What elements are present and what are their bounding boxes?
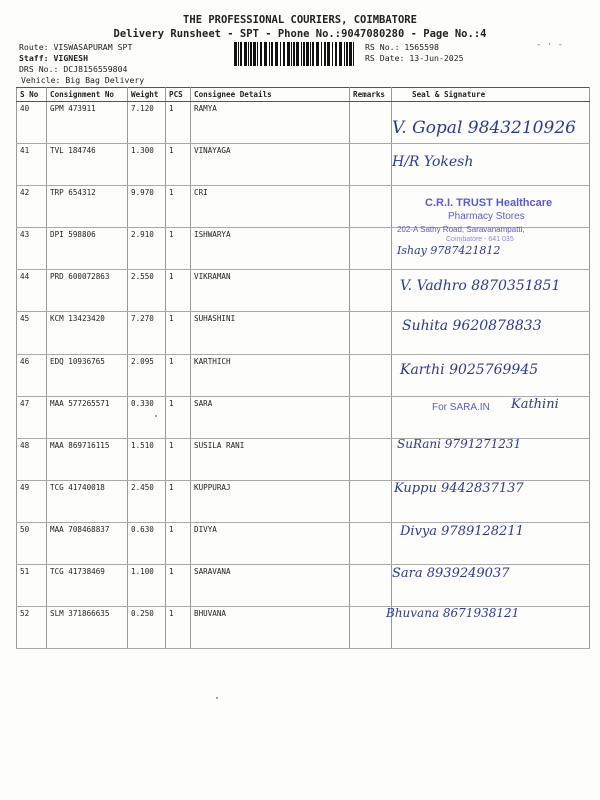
signature-row-45: Suhita 9620878833 — [402, 318, 542, 334]
cell-pcs: 1 — [166, 438, 191, 480]
col-consignee: Consignee Details — [191, 88, 350, 102]
cell-pcs: 1 — [166, 186, 191, 228]
cell-sno: 46 — [17, 354, 47, 396]
cell-consignment: DPI 598806 — [47, 228, 128, 270]
barcode-bar — [303, 42, 305, 66]
cell-consignment: KCM 13423420 — [47, 312, 128, 354]
barcode-bar — [353, 42, 354, 66]
barcode-bar — [257, 42, 258, 66]
cell-consignee: DIVYA — [191, 522, 350, 564]
signature-row-51: Sara 8939249037 — [392, 566, 510, 581]
signature-row-40: V. Gopal 9843210926 — [392, 118, 576, 138]
cell-weight: 7.270 — [128, 312, 166, 354]
cell-consignee: KUPPURAJ — [191, 480, 350, 522]
cell-signature — [392, 396, 590, 438]
cell-weight: 1.300 — [128, 144, 166, 186]
cell-consignment: PRD 600072863 — [47, 270, 128, 312]
cell-sno: 47 — [17, 396, 47, 438]
table-row — [17, 396, 590, 438]
cell-consignee: ISHWARYA — [191, 228, 350, 270]
barcode-bar — [306, 42, 309, 66]
cell-sno: 45 — [17, 312, 47, 354]
cell-remarks — [350, 354, 392, 396]
barcode-bar — [321, 42, 322, 66]
col-signature: Seal & Signature — [392, 88, 590, 102]
cell-pcs: 1 — [166, 144, 191, 186]
barcode-bar — [339, 42, 342, 66]
cell-remarks — [350, 186, 392, 228]
paper-speck — [216, 697, 218, 699]
cell-consignee: CRI — [191, 186, 350, 228]
cell-weight: 0.630 — [128, 522, 166, 564]
cell-remarks — [350, 228, 392, 270]
cell-weight: 7.120 — [128, 102, 166, 144]
barcode-bar — [275, 42, 278, 66]
cell-remarks — [350, 144, 392, 186]
barcode-bar — [296, 42, 299, 66]
cell-consignee: BHUVANA — [191, 607, 350, 649]
route: Route: VISWASAPURAM SPT — [19, 42, 133, 52]
cell-consignee: SUHASHINI — [191, 312, 350, 354]
cell-remarks — [350, 565, 392, 607]
barcode-bar — [248, 42, 249, 66]
barcode-bar — [293, 42, 295, 66]
barcode-bar — [324, 42, 326, 66]
rs-number: RS No.: 1565598 — [365, 42, 439, 52]
cell-weight: 2.450 — [128, 480, 166, 522]
barcode-bar — [346, 42, 348, 66]
cell-consignment: EDQ 10936765 — [47, 354, 128, 396]
runsheet-subtitle: Delivery Runsheet - SPT - Phone No.:9047080280 - Page No.:4 — [113, 28, 487, 40]
cell-sno: 41 — [17, 144, 47, 186]
cell-consignment: MAA 577265571 — [47, 396, 128, 438]
signature-row-47: Kathini — [511, 397, 559, 412]
barcode — [234, 42, 358, 66]
cell-consignee: SUSILA RANI — [191, 438, 350, 480]
barcode-bar — [349, 42, 352, 66]
cell-remarks — [350, 270, 392, 312]
signature-row-43: Ishay 9787421812 — [397, 244, 501, 257]
cell-remarks — [350, 480, 392, 522]
signature-row-50: Divya 9789128211 — [400, 524, 524, 539]
barcode-bar — [332, 42, 333, 66]
cell-sno: 40 — [17, 102, 47, 144]
barcode-bar — [269, 42, 270, 66]
cell-sno: 44 — [17, 270, 47, 312]
cell-weight: 2.910 — [128, 228, 166, 270]
cell-consignee: SARA — [191, 396, 350, 438]
table-row — [17, 144, 590, 186]
cell-sno: 50 — [17, 522, 47, 564]
cell-pcs: 1 — [166, 607, 191, 649]
barcode-bar — [280, 42, 281, 66]
drs-number: DRS No.: DCJ8156559804 — [19, 64, 128, 74]
signature-row-48: SuRani 9791271231 — [397, 437, 522, 451]
cell-consignment: TRP 654312 — [47, 186, 128, 228]
signature-row-44: V. Vadhro 8870351851 — [400, 278, 561, 294]
cell-sno: 49 — [17, 480, 47, 522]
cell-consignment: MAA 708468837 — [47, 522, 128, 564]
col-consignment: Consignment No — [47, 88, 128, 102]
cell-pcs: 1 — [166, 354, 191, 396]
signature-row-46: Karthi 9025769945 — [400, 362, 539, 378]
cell-weight: 9.970 — [128, 186, 166, 228]
cell-weight: 2.095 — [128, 354, 166, 396]
stamp-address: 202-A Sathy Road, Saravanampatti, — [397, 225, 525, 234]
col-sno: S No — [17, 88, 47, 102]
barcode-bar — [271, 42, 273, 66]
cell-consignee: VIKRAMAN — [191, 270, 350, 312]
cell-pcs: 1 — [166, 396, 191, 438]
col-weight: Weight — [128, 88, 166, 102]
stamp-title: C.R.I. TRUST Healthcare — [425, 197, 553, 209]
stamp-subtitle: Pharmacy Stores — [448, 211, 525, 222]
corner-mark: - · - — [536, 40, 564, 50]
barcode-bar — [283, 42, 285, 66]
cell-pcs: 1 — [166, 565, 191, 607]
cell-pcs: 1 — [166, 228, 191, 270]
barcode-bar — [335, 42, 337, 66]
sara-stamp: For SARA.IN — [432, 402, 490, 413]
cell-weight: 1.510 — [128, 438, 166, 480]
signature-row-49: Kuppu 9442837137 — [394, 481, 524, 496]
cell-pcs: 1 — [166, 522, 191, 564]
cell-sno: 52 — [17, 607, 47, 649]
cell-remarks — [350, 438, 392, 480]
cell-weight: 0.250 — [128, 607, 166, 649]
rs-date: RS Date: 13-Jun-2025 — [365, 53, 464, 63]
cell-weight: 1.100 — [128, 565, 166, 607]
barcode-bar — [327, 42, 330, 66]
cell-weight: 2.550 — [128, 270, 166, 312]
barcode-bar — [312, 42, 314, 66]
cell-weight: 0.330 — [128, 396, 166, 438]
barcode-bar — [250, 42, 252, 66]
barcode-bar — [291, 42, 292, 66]
barcode-bar — [244, 42, 247, 66]
barcode-bar — [310, 42, 311, 66]
cell-consignment: GPM 473911 — [47, 102, 128, 144]
cell-consignment: MAA 869716115 — [47, 438, 128, 480]
signature-row-52: Bhuvana 8671938121 — [386, 606, 520, 620]
cell-remarks — [350, 102, 392, 144]
cell-consignee: VINAYAGA — [191, 144, 350, 186]
paper-speck — [155, 415, 157, 417]
barcode-bar — [253, 42, 256, 66]
barcode-bar — [240, 42, 242, 66]
signature-row-41: H/R Yokesh — [392, 154, 474, 170]
table-header-row — [17, 88, 590, 102]
cell-remarks — [350, 396, 392, 438]
barcode-bar — [301, 42, 302, 66]
cell-remarks — [350, 312, 392, 354]
barcode-bar — [234, 42, 237, 66]
barcode-bar — [344, 42, 345, 66]
cell-sno: 43 — [17, 228, 47, 270]
barcode-bar — [287, 42, 290, 66]
cell-remarks — [350, 522, 392, 564]
col-pcs: PCS — [166, 88, 191, 102]
cell-consignee: RAMYA — [191, 102, 350, 144]
cell-pcs: 1 — [166, 312, 191, 354]
barcode-bar — [238, 42, 239, 66]
vehicle: Vehicle: Big Bag Delivery — [21, 75, 145, 85]
cell-sno: 48 — [17, 438, 47, 480]
barcode-bar — [260, 42, 262, 66]
cell-consignment: TVL 184746 — [47, 144, 128, 186]
cell-pcs: 1 — [166, 102, 191, 144]
cell-sno: 51 — [17, 565, 47, 607]
cell-consignee: SARAVANA — [191, 565, 350, 607]
cell-consignment: SLM 371866635 — [47, 607, 128, 649]
cell-pcs: 1 — [166, 270, 191, 312]
cell-consignee: KARTHICH — [191, 354, 350, 396]
cell-consignment: TCG 41740018 — [47, 480, 128, 522]
company-title: THE PROFESSIONAL COURIERS, COIMBATORE — [183, 14, 417, 26]
staff: Staff: VIGNESH — [19, 53, 89, 63]
cell-pcs: 1 — [166, 480, 191, 522]
cell-sno: 42 — [17, 186, 47, 228]
barcode-bar — [264, 42, 267, 66]
table-row — [17, 228, 590, 270]
col-remarks: Remarks — [350, 88, 392, 102]
stamp-city: Coimbatore - 641 035 — [446, 236, 514, 243]
barcode-bar — [316, 42, 319, 66]
cell-consignment: TCG 41738469 — [47, 565, 128, 607]
